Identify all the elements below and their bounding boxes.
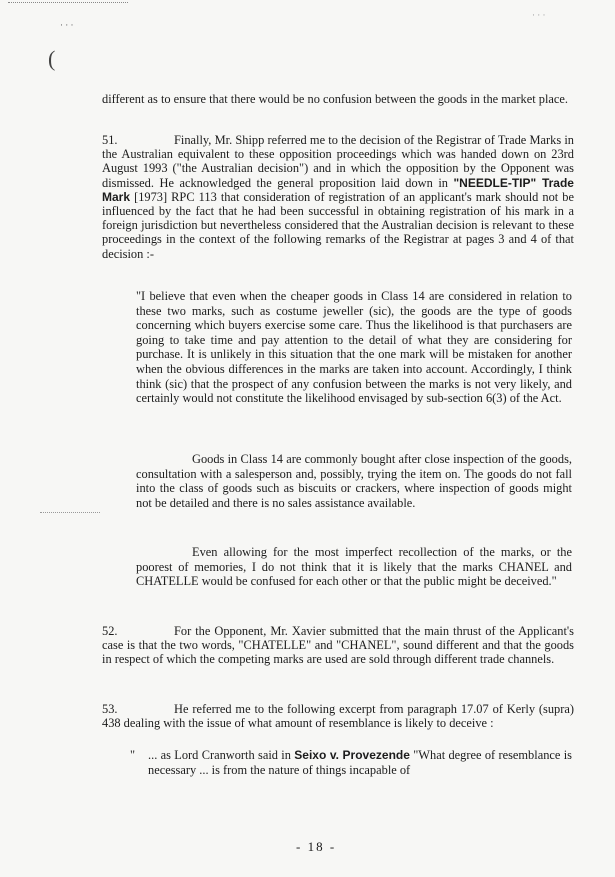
- quotation-kerly: " ... as Lord Cranworth said in Seixo v. Provezende "What degree of resemblance is necessary ... is from the nature of things incapable of: [130, 748, 572, 777]
- quotation-paragraph-1: "I believe that even when the cheaper goods in Class 14 are considered in relation to these two marks, such as costume jeweller (sic), the goods are the type of goods concerning which buyers exercise some care. Thus the likelihood is that purchasers are going to take time and pay attention to the detail of what they are considering for purchase. It is unlikely in this situation that the one mark will be mistaken for another when the obvious differences in the marks are taken into account. Accordingly, I think think (sic) that the prospect of any confusion between the marks is not very likely, and certainly would not constitute the likelihood envisaged by sub-section 6(3) of the Act.: [136, 289, 572, 406]
- scan-artifact-top-right: · · ·: [532, 10, 546, 20]
- paragraph-number: 51.: [102, 133, 118, 147]
- paragraph-continuation: different as to ensure that there would be no confusion between the goods in the market place.: [102, 92, 568, 106]
- scan-artifact-dots: · · ·: [60, 20, 74, 30]
- paragraph-51: 51. Finally, Mr. Shipp referred me to the decision of the Registrar of Trade Marks in the Australian equivalent to these opposition proceedings which was handed down on 23rd August 1993 ("the Australian decision") and in which the opposition by the Opponent was dismissed. He acknowledged the general proposition laid down in "NEEDLE-TIP" Trade Mark [1973] RPC 113 that consideration of registration of an applicant's mark should not be influenced by the fact that he had been successful in obtaining registration of his mark in a foreign jurisdiction but nevertheless considered that the Australian decision is relevant to these proceedings in the context of the following remarks of the Registrar at pages 3 and 4 of that decision :-: [102, 133, 574, 261]
- paragraph-52: 52. For the Opponent, Mr. Xavier submitted that the main thrust of the Applicant's case is that the two words, "CHATELLE" and "CHANEL", sound different and that the goods in respect of which the competing marks are used are sold through different trade channels.: [102, 624, 574, 667]
- paragraph-number: 52.: [102, 624, 118, 638]
- scan-artifact-top-left: [8, 2, 128, 4]
- page-number: - 18 -: [296, 839, 337, 854]
- scan-artifact-curve-icon: (: [48, 46, 56, 71]
- quotation-paragraph-2: Goods in Class 14 are commonly bought after close inspection of the goods, consultation with a salesperson and, possibly, trying the item on. The goods do not fall into the class of goods such as biscuits or crackers, where inspection of goods might not be detailed and there is no sales assistance available.: [136, 452, 572, 510]
- quotation-paragraph-3: Even allowing for the most imperfect recollection of the marks, or the poorest of memories, I do not think that it is likely that the marks CHANEL and CHATELLE would be confused for each other or that the public might be deceived.": [136, 545, 572, 589]
- case-name-seixo: Seixo v. Provezende: [294, 748, 410, 762]
- paragraph-53: 53. He referred me to the following excerpt from paragraph 17.07 of Kerly (supra) 438 dealing with the issue of what amount of resemblance is likely to deceive :: [102, 702, 574, 731]
- scan-artifact-margin: [40, 512, 100, 514]
- case-name-needle-tip: "NEEDLE-TIP" Trade Mark: [102, 175, 574, 204]
- paragraph-number: 53.: [102, 702, 118, 716]
